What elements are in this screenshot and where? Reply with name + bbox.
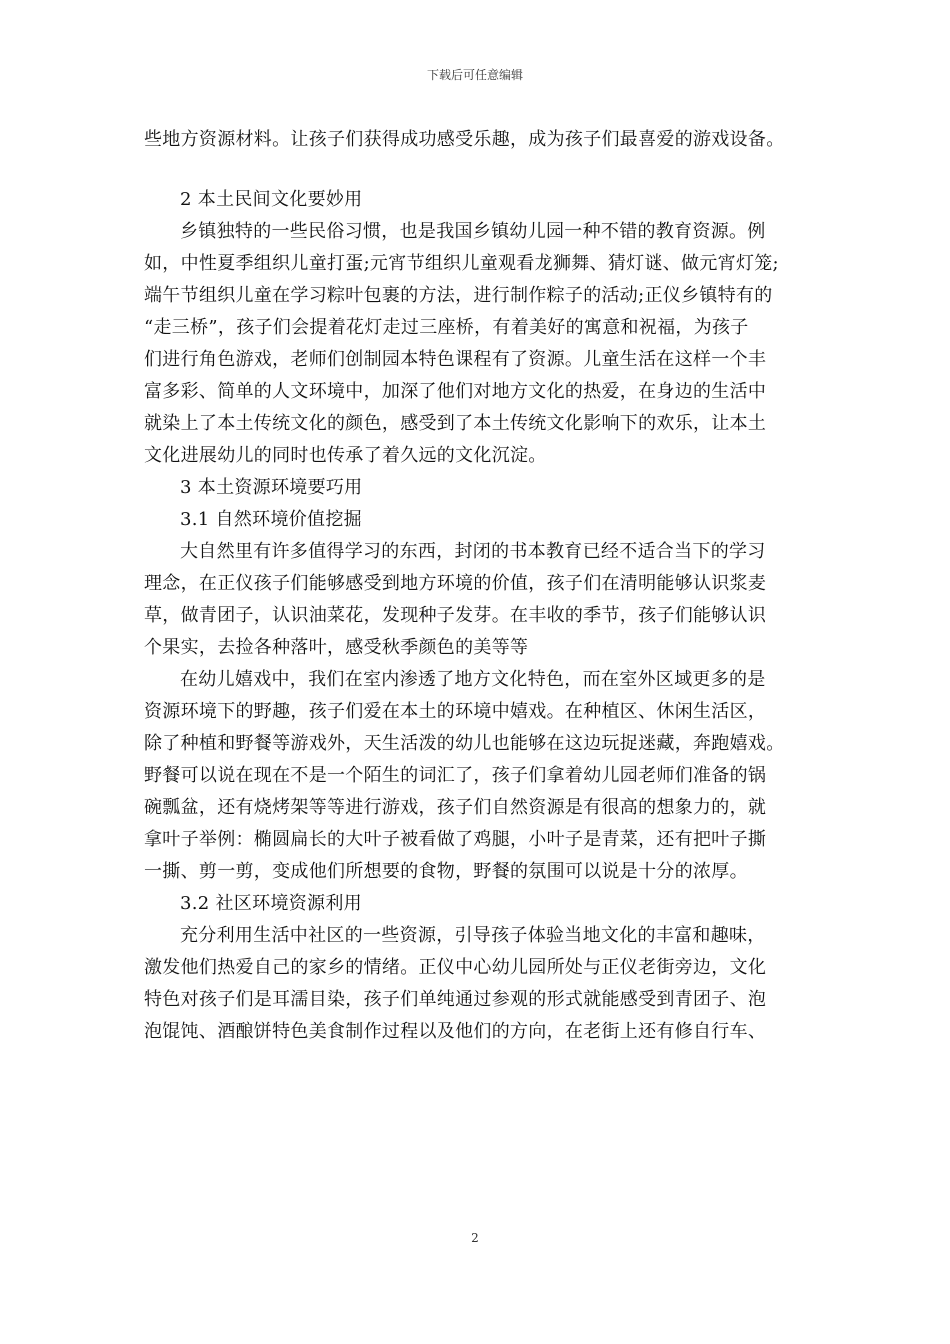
text-line: 充分利用生活中社区的一些资源，引导孩子体验当地文化的丰富和趣味， — [180, 925, 766, 946]
text-line: 激发他们热爱自己的家乡的情绪。正仪中心幼儿园所处与正仪老街旁边，文化 — [144, 957, 767, 978]
text-line: 文化进展幼儿的同时也传承了着久远的文化沉淀。 — [144, 445, 547, 466]
text-line: “走三桥”，孩子们会提着花灯走过三座桥，有着美好的寓意和祝福，为孩子 — [144, 317, 749, 338]
text-line: 在幼儿嬉戏中，我们在室内渗透了地方文化特色，而在室外区域更多的是 — [180, 669, 766, 690]
text-line: 些地方资源材料。让孩子们获得成功感受乐趣，成为孩子们最喜爱的游戏设备。 — [144, 129, 785, 150]
text-line: 野餐可以说在现在不是一个陌生的词汇了，孩子们拿着幼儿园老师们准备的锅 — [144, 765, 767, 786]
text-line: 们进行角色游戏，老师们创制园本特色课程有了资源。儿童生活在这样一个丰 — [144, 349, 767, 370]
text-line: 一撕、剪一剪，变成他们所想要的食物，野餐的氛围可以说是十分的浓厚。 — [144, 861, 748, 882]
text-line: 资源环境下的野趣，孩子们爱在本土的环境中嬉戏。在种植区、休闲生活区， — [144, 701, 767, 722]
document-body — [144, 124, 820, 1048]
text-line: 富多彩、简单的人文环境中，加深了他们对地方文化的热爱，在身边的生活中 — [144, 381, 767, 402]
section-heading: 2 本土民间文化要妙用 — [180, 189, 363, 210]
text-line: 大自然里有许多值得学习的东西，封闭的书本教育已经不适合当下的学习 — [180, 541, 766, 562]
subsection-heading: 3.2 社区环境资源利用 — [180, 893, 362, 914]
text-line: 草，做青团子，认识油菜花，发现种子发芽。在丰收的季节，孩子们能够认识 — [144, 605, 767, 626]
page-header: 下载后可任意编辑 — [426, 68, 523, 82]
text-line: 就染上了本土传统文化的颜色，感受到了本土传统文化影响下的欢乐，让本土 — [144, 413, 767, 434]
text-line: 如，中性夏季组织儿童打蛋;元宵节组织儿童观看龙狮舞、猜灯谜、做元宵灯笼; — [144, 253, 779, 274]
text-line: 碗瓢盆，还有烧烤架等等进行游戏，孩子们自然资源是有很高的想象力的，就 — [144, 797, 767, 818]
text-line: 除了种植和野餐等游戏外，天生活泼的幼儿也能够在这边玩捉迷藏，奔跑嬉戏。 — [144, 733, 785, 754]
section-heading: 3 本土资源环境要巧用 — [180, 477, 363, 498]
page-number: 2 — [471, 1231, 479, 1245]
text-line: 端午节组织儿童在学习粽叶包裹的方法，进行制作粽子的活动;正仪乡镇特有的 — [144, 285, 773, 306]
text-line: 泡馄饨、酒酿饼特色美食制作过程以及他们的方向，在老街上还有修自行车、 — [144, 1021, 767, 1042]
text-line: 特色对孩子们是耳濡目染，孩子们单纯通过参观的形式就能感受到青团子、泡 — [144, 989, 767, 1010]
text-line: 理念，在正仪孩子们能够感受到地方环境的价值，孩子们在清明能够认识浆麦 — [144, 573, 767, 594]
text-line: 个果实，去捡各种落叶，感受秋季颜色的美等等 — [144, 637, 529, 658]
text-line: 乡镇独特的一些民俗习惯，也是我国乡镇幼儿园一种不错的教育资源。例 — [180, 221, 766, 242]
text-line: 拿叶子举例：椭圆扁长的大叶子被看做了鸡腿，小叶子是青菜，还有把叶子撕 — [144, 829, 767, 850]
subsection-heading: 3.1 自然环境价值挖掘 — [180, 509, 362, 530]
